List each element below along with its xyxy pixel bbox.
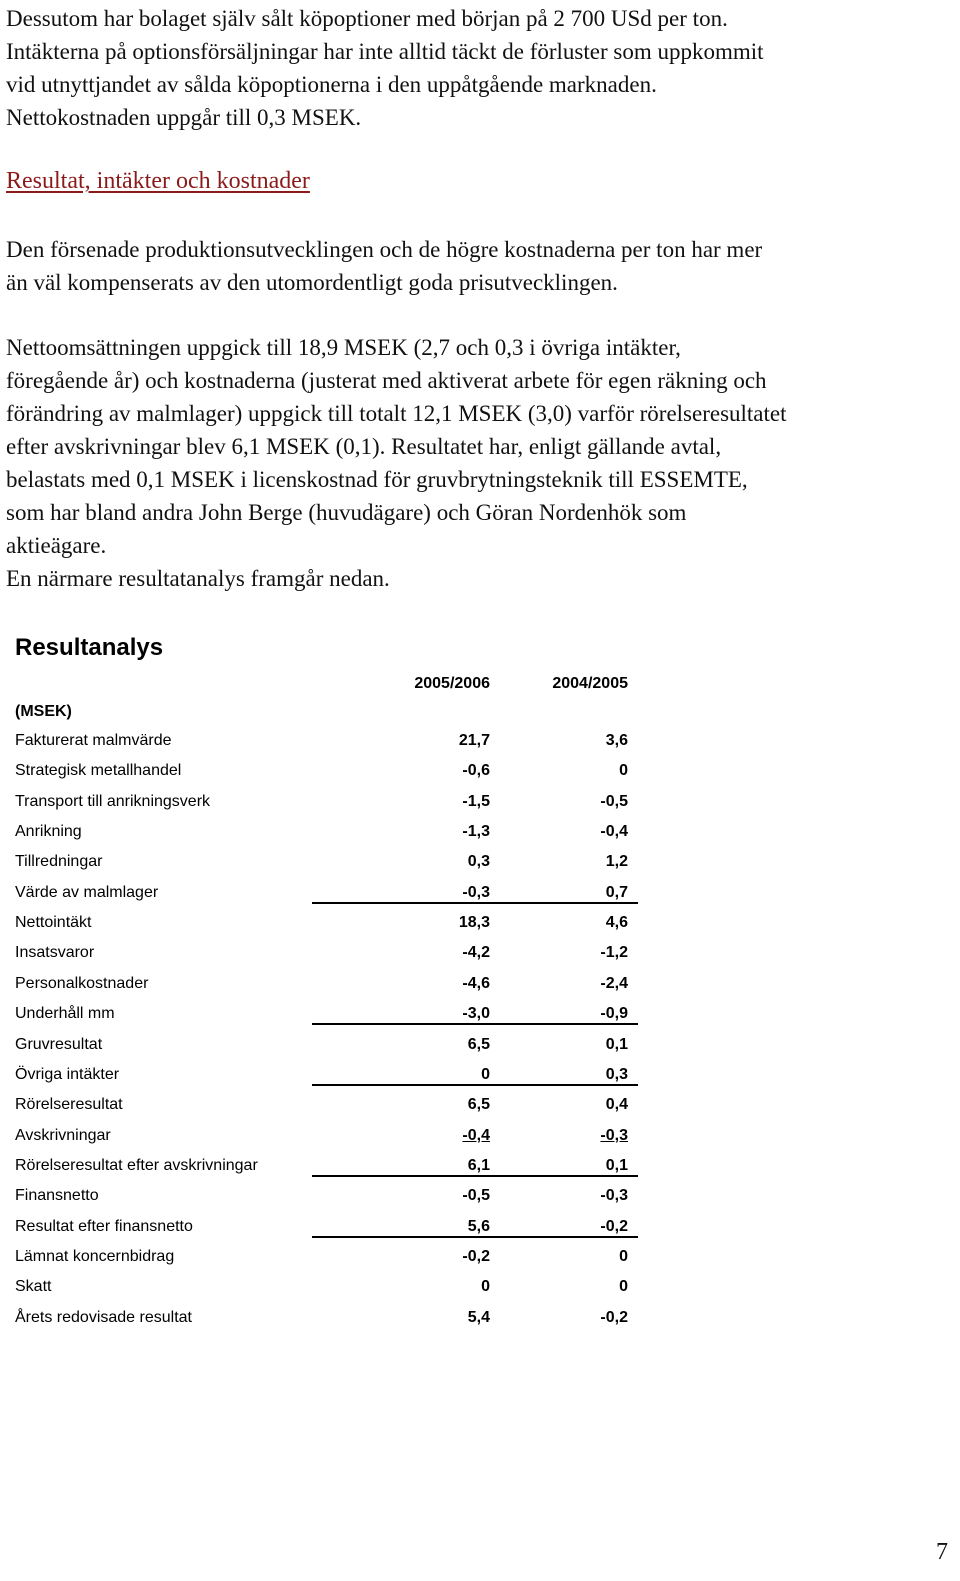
value-2005-2006: 5,6 <box>467 1218 490 1235</box>
table-row <box>0 851 960 873</box>
text-line: Intäkterna på optionsförsäljningar har inte alltid täckt de förluster som uppkommit <box>6 39 764 64</box>
value-2005-2006: -0,4 <box>462 1127 490 1144</box>
value-2004-2005: -0,5 <box>600 793 628 810</box>
column-header-2004-2005: 2004/2005 <box>552 675 628 692</box>
value-2004-2005: -0,2 <box>600 1218 628 1235</box>
text-line: vid utnyttjandet av sålda köpoptionerna i den uppåtgående marknaden. <box>6 72 657 97</box>
value-2004-2005: 0,7 <box>605 884 628 901</box>
table-row <box>0 1034 960 1056</box>
table-title: Resultanalys <box>15 634 164 661</box>
value-2005-2006: 6,1 <box>467 1157 490 1174</box>
row-label: Finansnetto <box>15 1187 99 1204</box>
value-2004-2005: 0,1 <box>605 1036 628 1053</box>
value-2005-2006: -4,6 <box>462 975 490 992</box>
value-2004-2005: 0 <box>619 762 628 779</box>
text-line: förändring av malmlager) uppgick till totalt 12,1 MSEK (3,0) varför rörelseresultatet <box>6 401 787 426</box>
value-2005-2006: 18,3 <box>458 914 490 931</box>
value-2005-2006: 21,7 <box>458 732 490 749</box>
row-label: Gruvresultat <box>15 1036 103 1053</box>
row-label: Strategisk metallhandel <box>15 762 182 779</box>
row-label: Årets redovisade resultat <box>15 1309 192 1326</box>
unit-label: (MSEK) <box>15 703 72 720</box>
value-2004-2005: 0,4 <box>605 1096 628 1113</box>
value-2005-2006: -1,5 <box>462 793 490 810</box>
value-2005-2006: 6,5 <box>467 1036 490 1053</box>
subtotal-rule <box>312 1236 638 1238</box>
row-label: Personalkostnader <box>15 975 149 992</box>
text-line: efter avskrivningar blev 6,1 MSEK (0,1). Resultatet har, enligt gällande avtal, <box>6 434 722 459</box>
page-number: 7 <box>936 1539 948 1565</box>
table-row <box>0 912 960 934</box>
value-2005-2006: 6,5 <box>467 1096 490 1113</box>
text-line: än väl kompenserats av den utomordentligt goda prisutvecklingen. <box>6 270 618 295</box>
value-2005-2006: 0,3 <box>467 853 490 870</box>
text-line: belastats med 0,1 MSEK i licenskostnad för gruvbrytningsteknik till ESSEMTE, <box>6 467 748 492</box>
text-line: Den försenade produktionsutvecklingen och de högre kostnaderna per ton har mer <box>6 237 763 262</box>
row-label: Rörelseresultat efter avskrivningar <box>15 1157 258 1174</box>
row-label: Övriga intäkter <box>15 1066 120 1083</box>
value-2004-2005: -0,9 <box>600 1005 628 1022</box>
table-row <box>0 882 960 904</box>
subtotal-rule <box>312 1023 638 1025</box>
value-2004-2005: 0,3 <box>605 1066 628 1083</box>
table-row <box>0 1003 960 1025</box>
table-row <box>0 1094 960 1116</box>
value-2005-2006: -3,0 <box>462 1005 490 1022</box>
table-row <box>0 1125 960 1147</box>
table-row <box>0 791 960 813</box>
table-row <box>0 942 960 964</box>
text-line: föregående år) och kostnaderna (justerat med aktiverat arbete för egen räkning och <box>6 368 767 393</box>
subtotal-rule <box>312 1084 638 1086</box>
row-label: Tillredningar <box>15 853 103 870</box>
value-2005-2006: 0 <box>481 1278 490 1295</box>
value-2004-2005: -0,4 <box>600 823 628 840</box>
subtotal-rule <box>312 1175 638 1177</box>
table-row <box>0 821 960 843</box>
value-2005-2006: -0,3 <box>462 884 490 901</box>
text-line: Dessutom har bolaget själv sålt köpoptioner med början på 2 700 USd per ton. <box>6 6 728 31</box>
row-label: Lämnat koncernbidrag <box>15 1248 175 1265</box>
text-line: En närmare resultatanalys framgår nedan. <box>6 566 390 591</box>
text-line: aktieägare. <box>6 533 107 558</box>
row-label: Nettointäkt <box>15 914 92 931</box>
text-line: Nettokostnaden uppgår till 0,3 MSEK. <box>6 105 362 130</box>
row-label: Fakturerat malmvärde <box>15 732 172 749</box>
row-label: Värde av malmlager <box>15 884 159 901</box>
value-2004-2005: 4,6 <box>605 914 628 931</box>
row-label: Insatsvaror <box>15 944 95 961</box>
row-label: Underhåll mm <box>15 1005 115 1022</box>
table-row <box>0 730 960 752</box>
row-label: Transport till anrikningsverk <box>15 793 211 810</box>
row-label: Skatt <box>15 1278 52 1295</box>
text-line: Nettoomsättningen uppgick till 18,9 MSEK (2,7 och 0,3 i övriga intäkter, <box>6 335 681 360</box>
table-row <box>0 1185 960 1207</box>
column-header-2005-2006: 2005/2006 <box>414 675 490 692</box>
value-2004-2005: 1,2 <box>605 853 628 870</box>
value-2005-2006: -0,6 <box>462 762 490 779</box>
value-2004-2005: 0 <box>619 1248 628 1265</box>
table-row <box>0 760 960 782</box>
row-label: Rörelseresultat <box>15 1096 123 1113</box>
table-row <box>0 1307 960 1329</box>
value-2005-2006: 0 <box>481 1066 490 1083</box>
row-label: Avskrivningar <box>15 1127 111 1144</box>
subtotal-rule <box>312 902 638 904</box>
table-row <box>0 1276 960 1298</box>
table-row <box>0 1246 960 1268</box>
value-2004-2005: -0,2 <box>600 1309 628 1326</box>
row-label: Anrikning <box>15 823 82 840</box>
table-row <box>0 1064 960 1086</box>
row-label: Resultat efter finansnetto <box>15 1218 193 1235</box>
value-2004-2005: -2,4 <box>600 975 628 992</box>
value-2005-2006: -4,2 <box>462 944 490 961</box>
section-heading: Resultat, intäkter och kostnader <box>6 168 310 194</box>
value-2005-2006: -0,5 <box>462 1187 490 1204</box>
value-2004-2005: -0,3 <box>600 1187 628 1204</box>
value-2004-2005: 0 <box>619 1278 628 1295</box>
table-row <box>0 973 960 995</box>
value-2004-2005: -0,3 <box>600 1127 628 1144</box>
text-line: som har bland andra John Berge (huvudägare) och Göran Nordenhök som <box>6 500 687 525</box>
value-2005-2006: 5,4 <box>467 1309 490 1326</box>
value-2004-2005: 0,1 <box>605 1157 628 1174</box>
value-2005-2006: -0,2 <box>462 1248 490 1265</box>
value-2005-2006: -1,3 <box>462 823 490 840</box>
value-2004-2005: -1,2 <box>600 944 628 961</box>
value-2004-2005: 3,6 <box>605 732 628 749</box>
table-row <box>0 1216 960 1238</box>
table-row <box>0 1155 960 1177</box>
